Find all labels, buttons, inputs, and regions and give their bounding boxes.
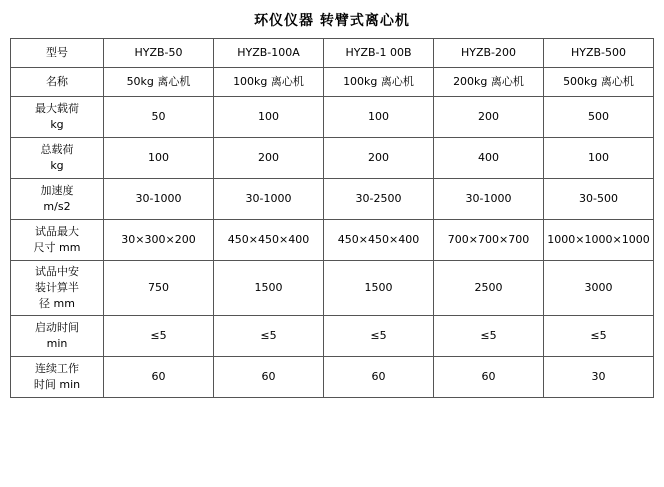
cell-value: 200 bbox=[434, 97, 544, 138]
row-label bbox=[11, 315, 104, 356]
row-label-line: 总载荷 bbox=[40, 143, 74, 157]
row-label-line: 时间 min bbox=[33, 377, 81, 391]
specification-table bbox=[10, 38, 654, 398]
cell-value: 1000×1000×1000 bbox=[544, 220, 654, 261]
row-label bbox=[11, 261, 104, 316]
page-title: 环仪仪器 转臂式离心机 bbox=[254, 13, 410, 29]
table-row bbox=[11, 315, 654, 356]
table-row bbox=[11, 97, 654, 138]
row-label-line: 试品最大 bbox=[35, 225, 79, 239]
table-body bbox=[11, 39, 654, 398]
row-label-line: 名称 bbox=[46, 75, 68, 89]
row-label-line: 试品中安 bbox=[35, 265, 79, 278]
cell-value: 30 bbox=[544, 356, 654, 397]
row-label bbox=[11, 138, 104, 179]
cell-value: 1500 bbox=[324, 261, 434, 316]
cell-value: 2500 bbox=[434, 261, 544, 316]
cell-value: 1500 bbox=[214, 261, 324, 316]
cell-value: 450×450×400 bbox=[324, 220, 434, 261]
cell-value: 60 bbox=[104, 356, 214, 397]
row-label-line: 装计算半 bbox=[35, 280, 79, 294]
row-label-line: 最大载荷 bbox=[35, 102, 79, 116]
row-label bbox=[11, 68, 104, 97]
cell-value: 400 bbox=[434, 138, 544, 179]
cell-value: ≤5 bbox=[544, 315, 654, 356]
column-header-hyzb-200: HYZB-200 bbox=[434, 39, 544, 68]
column-header-hyzb-100b: HYZB-1 00B bbox=[324, 39, 434, 68]
cell-value: 100 bbox=[214, 97, 324, 138]
cell-value: 50 bbox=[104, 97, 214, 138]
cell-value: 200 bbox=[324, 138, 434, 179]
column-header-hyzb-50: HYZB-50 bbox=[104, 39, 214, 68]
cell-value: 100 bbox=[324, 97, 434, 138]
cell-value: 100kg 离心机 bbox=[214, 68, 324, 97]
cell-value: 750 bbox=[104, 261, 214, 316]
row-label-line: 加速度 bbox=[40, 184, 74, 198]
cell-value: 30-500 bbox=[544, 179, 654, 220]
cell-value: 30-1000 bbox=[434, 179, 544, 220]
cell-value: 100kg 离心机 bbox=[324, 68, 434, 97]
row-label-line: m/s2 bbox=[43, 200, 71, 213]
cell-value: 60 bbox=[214, 356, 324, 397]
cell-value: 500kg 离心机 bbox=[544, 68, 654, 97]
row-label-line: kg bbox=[50, 118, 64, 131]
row-label-line: 启动时间 bbox=[35, 320, 79, 334]
cell-value: 30-1000 bbox=[104, 179, 214, 220]
column-header-hyzb-500: HYZB-500 bbox=[544, 39, 654, 68]
cell-value: 500 bbox=[544, 97, 654, 138]
table-header-row bbox=[11, 39, 654, 68]
cell-value: 30-2500 bbox=[324, 179, 434, 220]
cell-value: ≤5 bbox=[214, 315, 324, 356]
cell-value: 30×300×200 bbox=[104, 220, 214, 261]
row-label bbox=[11, 179, 104, 220]
cell-value: 200 bbox=[214, 138, 324, 179]
table-row bbox=[11, 179, 654, 220]
row-label-line: 尺寸 mm bbox=[33, 241, 81, 254]
table-row bbox=[11, 138, 654, 179]
row-label bbox=[11, 97, 104, 138]
table-row bbox=[11, 356, 654, 397]
row-label bbox=[11, 356, 104, 397]
table-row bbox=[11, 261, 654, 316]
table-row bbox=[11, 68, 654, 97]
cell-value: 100 bbox=[544, 138, 654, 179]
row-label-line: 径 mm bbox=[39, 296, 75, 310]
row-label-line: kg bbox=[50, 159, 64, 172]
table-row bbox=[11, 220, 654, 261]
cell-value: 60 bbox=[324, 356, 434, 397]
cell-value: 200kg 离心机 bbox=[434, 68, 544, 97]
cell-value: ≤5 bbox=[434, 315, 544, 356]
cell-value: 3000 bbox=[544, 261, 654, 316]
cell-value: 50kg 离心机 bbox=[104, 68, 214, 97]
cell-value: 60 bbox=[434, 356, 544, 397]
cell-value: 450×450×400 bbox=[214, 220, 324, 261]
cell-value: ≤5 bbox=[324, 315, 434, 356]
cell-value: ≤5 bbox=[104, 315, 214, 356]
cell-value: 30-1000 bbox=[214, 179, 324, 220]
column-header-model: 型号 bbox=[11, 39, 104, 68]
cell-value: 700×700×700 bbox=[434, 220, 544, 261]
column-header-hyzb-100a: HYZB-100A bbox=[214, 39, 324, 68]
row-label-line: min bbox=[46, 336, 68, 350]
row-label-line: 连续工作 bbox=[35, 361, 79, 375]
cell-value: 100 bbox=[104, 138, 214, 179]
row-label bbox=[11, 220, 104, 261]
